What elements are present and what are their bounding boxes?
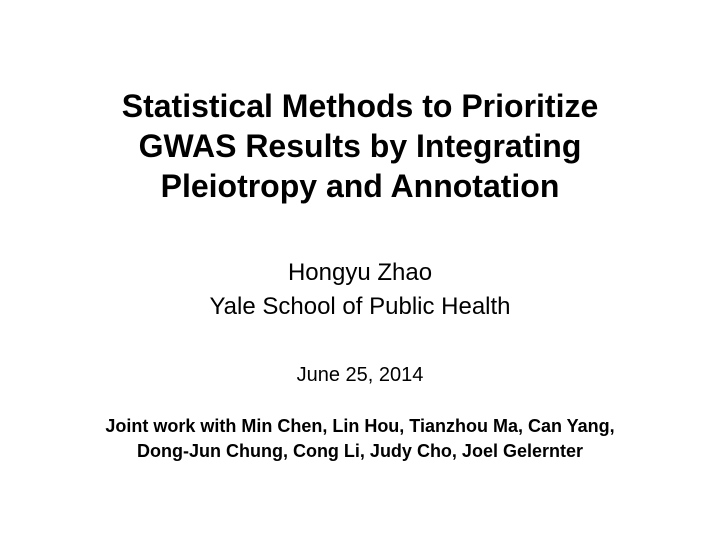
slide-title [40,86,680,206]
presentation-date: June 25, 2014 [296,364,424,386]
title-line: Statistical Methods to Prioritize [121,88,599,124]
collaborators-line: Dong-Jun Chung, Cong Li, Judy Cho, Joel Gelernter [136,441,583,461]
author-name: Hongyu Zhao [287,259,433,286]
author-affiliation: Yale School of Public Health [209,293,511,320]
title-line: Pleiotropy and Annotation [160,168,560,204]
author-block [40,256,680,324]
title-line: GWAS Results by Integrating [138,128,582,164]
collaborators [20,414,700,464]
collaborators-line: Joint work with Min Chen, Lin Hou, Tianzhou Ma, Can Yang, [105,416,615,436]
